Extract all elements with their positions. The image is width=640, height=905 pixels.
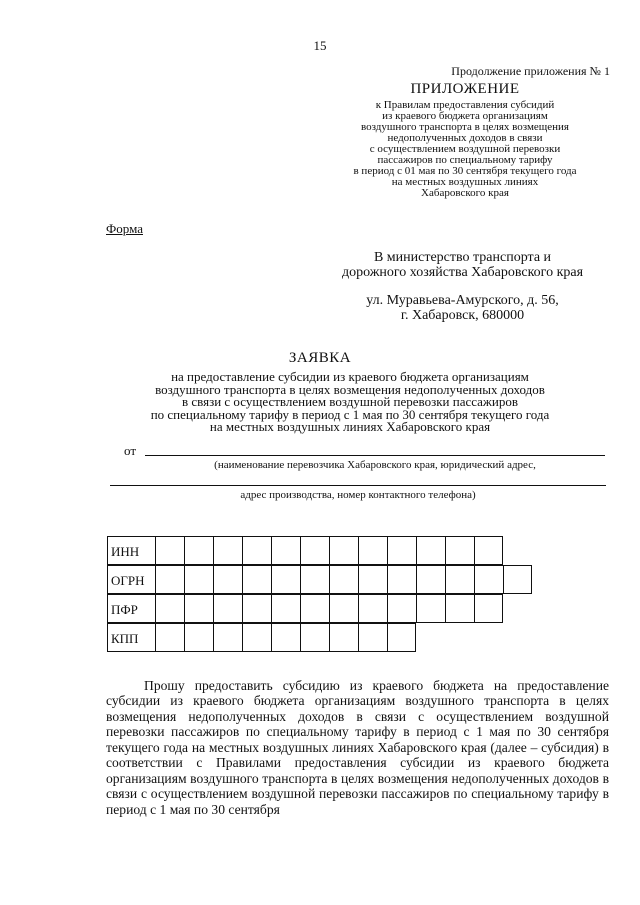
continuation-note: Продолжение приложения № 1 <box>451 64 610 78</box>
code-digit-cell[interactable] <box>503 565 532 594</box>
code-digit-cell[interactable] <box>358 536 387 565</box>
code-digit-cell[interactable] <box>155 594 184 623</box>
request-title: ЗАЯВКА <box>288 350 352 366</box>
code-digit-cell[interactable] <box>271 594 300 623</box>
request-line: на предоставление субсидии из краевого бюджета организациям <box>171 369 529 384</box>
code-digit-cell[interactable] <box>300 565 329 594</box>
from-label: от <box>124 443 137 458</box>
code-digit-cell[interactable] <box>184 623 213 652</box>
code-digit-cell[interactable] <box>416 536 445 565</box>
request-description <box>110 371 590 434</box>
code-digit-cell[interactable] <box>358 565 387 594</box>
code-digit-cell[interactable] <box>445 565 474 594</box>
code-digit-cell[interactable] <box>155 623 184 652</box>
code-row-3 <box>107 623 416 652</box>
appendix-title: ПРИЛОЖЕНИЕ <box>410 81 520 97</box>
code-digit-cell[interactable] <box>329 565 358 594</box>
body-text <box>106 678 609 817</box>
request-line: по специальному тарифу в период с 1 мая по 30 сентября текущего года <box>150 406 550 422</box>
recipient-line: В министерство транспорта и <box>373 250 552 265</box>
code-digit-cell[interactable] <box>416 565 445 594</box>
code-digit-cell[interactable] <box>271 565 300 594</box>
code-digit-cell[interactable] <box>184 565 213 594</box>
code-label: ПФР <box>107 594 155 623</box>
code-digit-cell[interactable] <box>155 536 184 565</box>
code-digit-cell[interactable] <box>242 565 271 594</box>
code-digit-cell[interactable] <box>474 594 503 623</box>
body-paragraph: Прошу предоставить субсидию из краевого бюджета на предоставление субсидии из краевого бюджета организациям воздушного транспорта в целях возмещения недополученных доходов в связи с осуществлением воздушной перевозки пассажиров по специальному тарифу в период с 1 мая по 30 сентября текущего года на местных воздушных линиях Хабаровского края (далее – субсидия) в соответствии с Правилами предоставления субсидии из краевого бюджета организациям воздушного транспорта в целях возмещения недополученных доходов в связи с осуществлением воздушной перевозки пассажиров по специальному тарифу в период с 1 мая по 30 сентября <box>106 678 609 817</box>
code-digit-cell[interactable] <box>474 536 503 565</box>
appendix-line: недополученных доходов в связи <box>387 132 543 144</box>
code-digit-cell[interactable] <box>387 565 416 594</box>
code-digit-cell[interactable] <box>358 623 387 652</box>
recipient-block <box>320 250 605 324</box>
code-digit-cell[interactable] <box>213 536 242 565</box>
code-digit-cell[interactable] <box>271 623 300 652</box>
carrier-address-line[interactable] <box>110 485 606 486</box>
code-digit-cell[interactable] <box>242 536 271 565</box>
code-digit-cell[interactable] <box>213 594 242 623</box>
recipient-line: дорожного хозяйства Хабаровского края <box>341 265 584 281</box>
request-line: в связи с осуществлением воздушной перевозки пассажиров <box>181 394 519 410</box>
code-digit-cell[interactable] <box>242 594 271 623</box>
carrier-address-hint: адрес производства, номер контактного телефона) <box>240 489 476 501</box>
code-digit-cell[interactable] <box>329 536 358 565</box>
code-label: ОГРН <box>107 565 155 594</box>
code-digit-cell[interactable] <box>184 594 213 623</box>
code-row-2 <box>107 594 503 623</box>
code-digit-cell[interactable] <box>155 565 184 594</box>
code-digit-cell[interactable] <box>213 623 242 652</box>
code-digit-cell[interactable] <box>387 536 416 565</box>
code-digit-cell[interactable] <box>184 536 213 565</box>
code-label: КПП <box>107 623 155 652</box>
code-digit-cell[interactable] <box>474 565 503 594</box>
code-row-0 <box>107 536 503 565</box>
page-number: 15 <box>313 38 327 53</box>
form-label: Форма <box>106 221 143 236</box>
code-digit-cell[interactable] <box>358 594 387 623</box>
appendix-line: из краевого бюджета организациям <box>382 110 548 122</box>
code-digit-cell[interactable] <box>416 594 445 623</box>
carrier-name-hint: (наименование перевозчика Хабаровского края, юридический адрес, <box>214 459 536 471</box>
appendix-line: воздушного транспорта в целях возмещения <box>361 121 569 133</box>
code-digit-cell[interactable] <box>329 594 358 623</box>
code-label: ИНН <box>107 536 155 565</box>
appendix-line: с осуществлением воздушной перевозки <box>369 143 561 155</box>
code-digit-cell[interactable] <box>271 536 300 565</box>
request-line: на местных воздушных линиях Хабаровского края <box>209 419 491 435</box>
code-digit-cell[interactable] <box>242 623 271 652</box>
appendix-line: пассажиров по специальному тарифу <box>377 154 553 166</box>
code-digit-cell[interactable] <box>300 594 329 623</box>
code-digit-cell[interactable] <box>300 536 329 565</box>
code-digit-cell[interactable] <box>213 565 242 594</box>
code-digit-cell[interactable] <box>387 594 416 623</box>
recipient-address: ул. Муравьева-Амурского, д. 56, <box>366 292 559 308</box>
code-digit-cell[interactable] <box>445 536 474 565</box>
appendix-line: к Правилам предоставления субсидий <box>375 99 555 111</box>
appendix-line: на местных воздушных линиях <box>391 176 539 188</box>
appendix-line: Хабаровского края <box>421 187 509 199</box>
code-digit-cell[interactable] <box>300 623 329 652</box>
carrier-name-line[interactable] <box>145 455 605 456</box>
appendix-line: в период с 01 мая по 30 сентября текущего года <box>353 165 577 177</box>
code-digit-cell[interactable] <box>329 623 358 652</box>
appendix-header <box>330 82 600 199</box>
request-line: воздушного транспорта в целях возмещения недополученных доходов <box>155 381 545 397</box>
code-digit-cell[interactable] <box>387 623 416 652</box>
code-digit-cell[interactable] <box>445 594 474 623</box>
code-row-1 <box>107 565 532 594</box>
recipient-address: г. Хабаровск, 680000 <box>400 308 525 324</box>
